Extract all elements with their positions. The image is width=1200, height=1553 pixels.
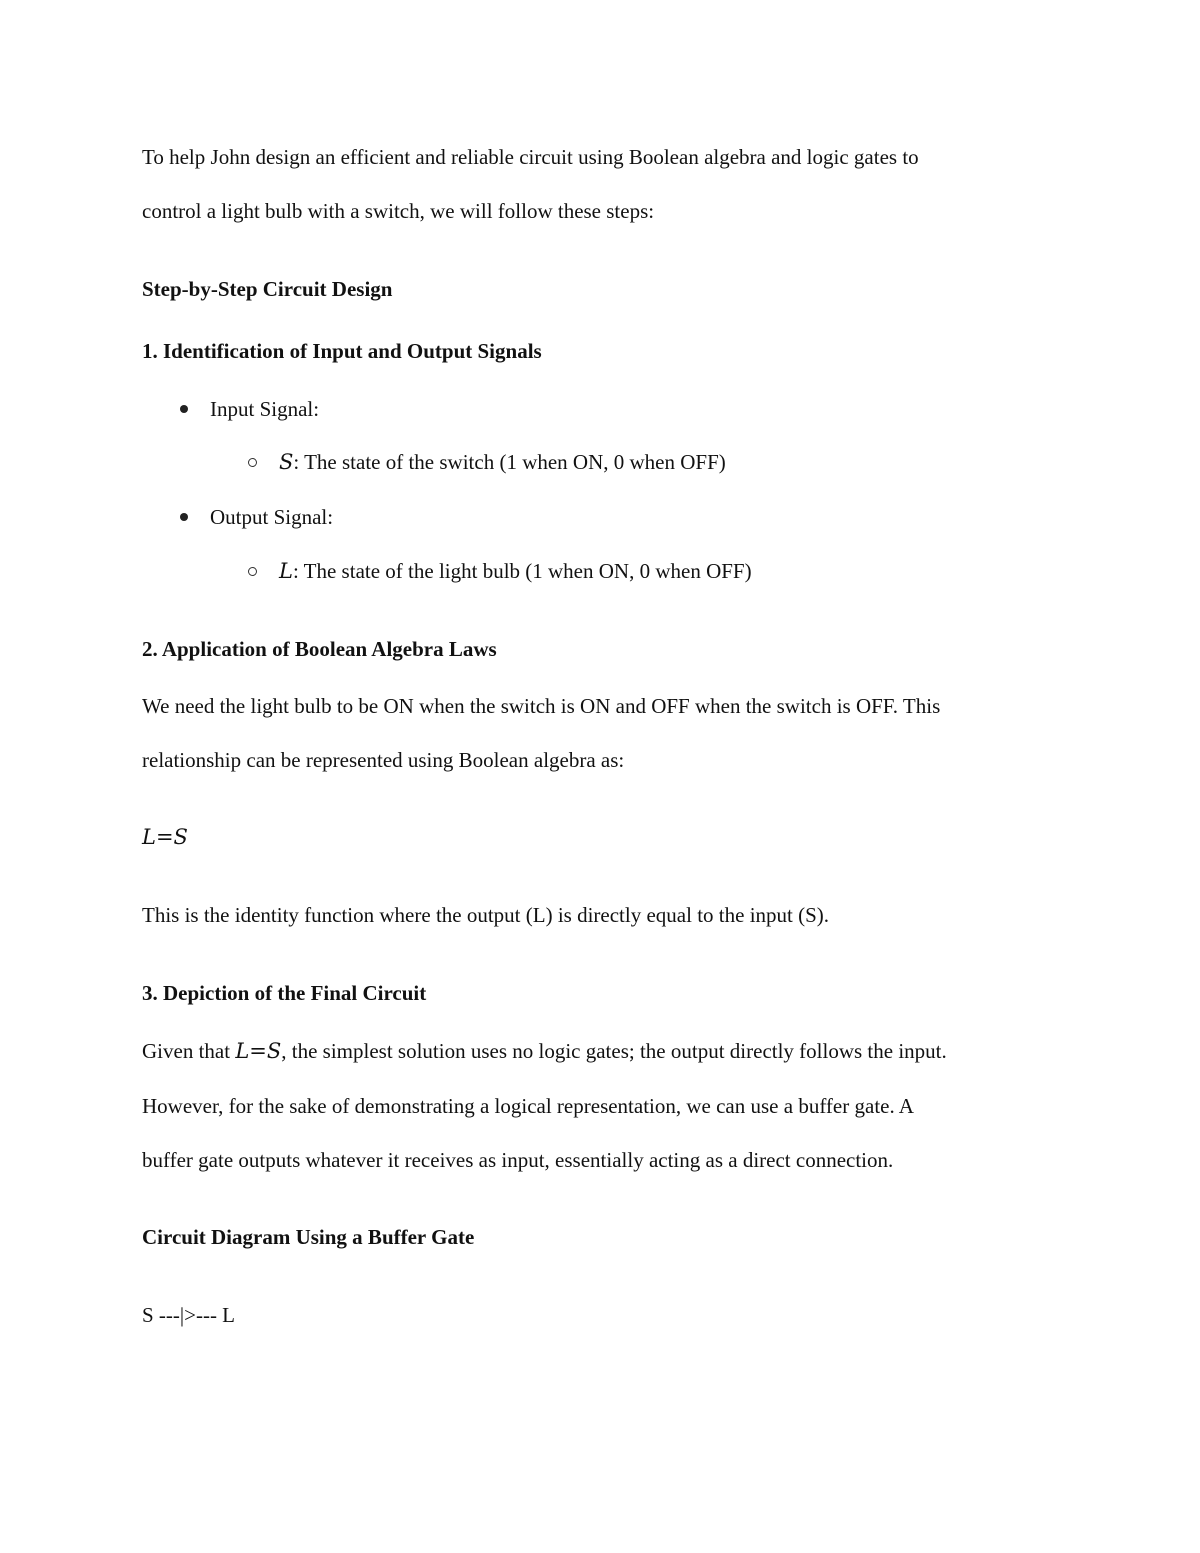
output-signal-detail [248,561,752,582]
bullet-icon [180,513,188,521]
para-suffix: , the simplest solution uses no logic gates; the output directly follows the input. [281,1039,947,1063]
boolean-equation: L=S [142,825,188,849]
output-signal-label: Output Signal: [210,505,334,529]
input-signal-item [180,399,319,420]
section-2-para-line-1: We need the light bulb to be ON when the switch is ON and OFF when the switch is OFF. This [142,694,941,718]
diagram-heading: Circuit Diagram Using a Buffer Gate [142,1225,475,1249]
inline-equation: L=S [235,1039,282,1063]
intro-line-2: control a light bulb with a switch, we will follow these steps: [142,199,655,223]
output-signal-item [180,507,333,528]
output-description: : The state of the light bulb (1 when ON, 0 when OFF) [292,559,752,583]
para-prefix: Given that [142,1039,236,1063]
hollow-bullet-icon [248,567,257,576]
input-signal-label: Input Signal: [210,397,320,421]
section-1-heading: 1. Identification of Input and Output Signals [142,339,542,363]
section-3-para-line-2: However, for the sake of demonstrating a logical representation, we can use a buffer gate. A [142,1094,914,1118]
input-variable: S [279,450,294,474]
hollow-bullet-icon [248,458,257,467]
output-variable: L [279,559,293,583]
section-3-para-line-3: buffer gate outputs whatever it receives as input, essentially acting as a direct connection. [142,1148,894,1172]
section-3-para-line-1 [142,1041,947,1062]
section-3-heading: 3. Depiction of the Final Circuit [142,981,427,1005]
identity-explanation: This is the identity function where the output (L) is directly equal to the input (S). [142,903,830,927]
section-2-para-line-2: relationship can be represented using Boolean algebra as: [142,748,625,772]
buffer-gate-diagram: S ---|>--- L [142,1303,236,1327]
input-description: : The state of the switch (1 when ON, 0 when OFF) [293,450,726,474]
section-2-heading: 2. Application of Boolean Algebra Laws [142,637,497,661]
bullet-icon [180,405,188,413]
intro-line-1: To help John design an efficient and reliable circuit using Boolean algebra and logic gates to [142,145,919,169]
input-signal-detail [248,452,726,473]
main-heading: Step-by-Step Circuit Design [142,277,393,301]
